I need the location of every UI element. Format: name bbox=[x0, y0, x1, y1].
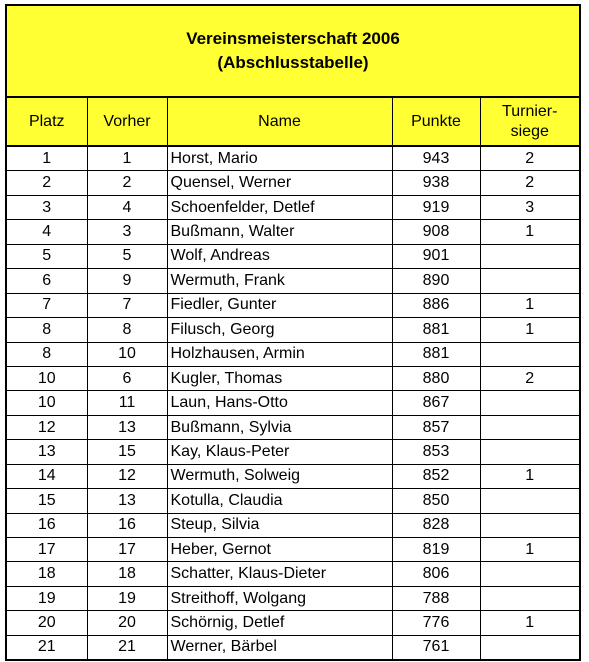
cell-vorher: 5 bbox=[87, 244, 167, 268]
cell-platz: 2 bbox=[7, 171, 87, 195]
cell-platz: 6 bbox=[7, 269, 87, 293]
cell-turniersiege: 1 bbox=[480, 464, 579, 488]
cell-vorher: 9 bbox=[87, 269, 167, 293]
cell-name: Werner, Bärbel bbox=[167, 635, 392, 659]
header-vorher: Vorher bbox=[87, 98, 167, 146]
cell-name: Heber, Gernot bbox=[167, 538, 392, 562]
cell-name: Fiedler, Gunter bbox=[167, 293, 392, 317]
table-row bbox=[7, 269, 579, 293]
table-row bbox=[7, 611, 579, 635]
cell-name: Schoenfelder, Detlef bbox=[167, 195, 392, 219]
cell-turniersiege bbox=[480, 513, 579, 537]
cell-vorher: 21 bbox=[87, 635, 167, 659]
cell-turniersiege: 3 bbox=[480, 195, 579, 219]
cell-punkte: 886 bbox=[392, 293, 480, 317]
table-row bbox=[7, 464, 579, 488]
cell-turniersiege: 1 bbox=[480, 611, 579, 635]
cell-name: Wolf, Andreas bbox=[167, 244, 392, 268]
cell-platz: 17 bbox=[7, 538, 87, 562]
cell-punkte: 852 bbox=[392, 464, 480, 488]
cell-name: Kotulla, Claudia bbox=[167, 489, 392, 513]
cell-punkte: 776 bbox=[392, 611, 480, 635]
cell-platz: 10 bbox=[7, 366, 87, 390]
cell-platz: 21 bbox=[7, 635, 87, 659]
table-row bbox=[7, 586, 579, 610]
cell-turniersiege bbox=[480, 635, 579, 659]
table-row bbox=[7, 342, 579, 366]
cell-name: Wermuth, Solweig bbox=[167, 464, 392, 488]
cell-name: Kugler, Thomas bbox=[167, 366, 392, 390]
cell-punkte: 938 bbox=[392, 171, 480, 195]
table-row bbox=[7, 244, 579, 268]
cell-turniersiege bbox=[480, 342, 579, 366]
cell-platz: 4 bbox=[7, 220, 87, 244]
header-punkte: Punkte bbox=[392, 98, 480, 146]
cell-punkte: 761 bbox=[392, 635, 480, 659]
cell-name: Streithoff, Wolgang bbox=[167, 586, 392, 610]
header-name: Name bbox=[167, 98, 392, 146]
table-row bbox=[7, 489, 579, 513]
cell-turniersiege bbox=[480, 244, 579, 268]
title-line-1: Vereinsmeisterschaft 2006 bbox=[186, 29, 400, 48]
cell-platz: 5 bbox=[7, 244, 87, 268]
table-row bbox=[7, 415, 579, 439]
cell-name: Laun, Hans-Otto bbox=[167, 391, 392, 415]
cell-punkte: 853 bbox=[392, 440, 480, 464]
cell-name: Steup, Silvia bbox=[167, 513, 392, 537]
table-row bbox=[7, 366, 579, 390]
cell-turniersiege: 2 bbox=[480, 366, 579, 390]
cell-name: Filusch, Georg bbox=[167, 318, 392, 342]
header-row bbox=[7, 98, 579, 146]
results-sheet bbox=[5, 4, 581, 661]
cell-platz: 18 bbox=[7, 562, 87, 586]
table-row bbox=[7, 220, 579, 244]
cell-turniersiege: 1 bbox=[480, 538, 579, 562]
table-row bbox=[7, 318, 579, 342]
cell-platz: 16 bbox=[7, 513, 87, 537]
cell-turniersiege: 1 bbox=[480, 293, 579, 317]
cell-platz: 15 bbox=[7, 489, 87, 513]
cell-punkte: 819 bbox=[392, 538, 480, 562]
cell-punkte: 890 bbox=[392, 269, 480, 293]
cell-punkte: 850 bbox=[392, 489, 480, 513]
table-row bbox=[7, 635, 579, 659]
cell-punkte: 806 bbox=[392, 562, 480, 586]
table-row bbox=[7, 195, 579, 219]
cell-vorher: 20 bbox=[87, 611, 167, 635]
cell-punkte: 788 bbox=[392, 586, 480, 610]
table-row bbox=[7, 293, 579, 317]
cell-vorher: 18 bbox=[87, 562, 167, 586]
cell-platz: 8 bbox=[7, 318, 87, 342]
table-row bbox=[7, 146, 579, 171]
table-row bbox=[7, 391, 579, 415]
cell-platz: 19 bbox=[7, 586, 87, 610]
cell-vorher: 13 bbox=[87, 415, 167, 439]
cell-turniersiege bbox=[480, 415, 579, 439]
cell-turniersiege bbox=[480, 489, 579, 513]
cell-vorher: 15 bbox=[87, 440, 167, 464]
cell-turniersiege: 2 bbox=[480, 146, 579, 171]
cell-platz: 12 bbox=[7, 415, 87, 439]
cell-punkte: 881 bbox=[392, 318, 480, 342]
cell-name: Schörnig, Detlef bbox=[167, 611, 392, 635]
cell-platz: 3 bbox=[7, 195, 87, 219]
table-row bbox=[7, 513, 579, 537]
cell-turniersiege bbox=[480, 391, 579, 415]
cell-vorher: 8 bbox=[87, 318, 167, 342]
title-box bbox=[7, 6, 579, 98]
cell-vorher: 13 bbox=[87, 489, 167, 513]
cell-turniersiege: 2 bbox=[480, 171, 579, 195]
cell-vorher: 16 bbox=[87, 513, 167, 537]
cell-punkte: 943 bbox=[392, 146, 480, 171]
cell-turniersiege bbox=[480, 269, 579, 293]
cell-vorher: 19 bbox=[87, 586, 167, 610]
cell-vorher: 12 bbox=[87, 464, 167, 488]
cell-vorher: 17 bbox=[87, 538, 167, 562]
cell-punkte: 908 bbox=[392, 220, 480, 244]
cell-vorher: 7 bbox=[87, 293, 167, 317]
cell-vorher: 11 bbox=[87, 391, 167, 415]
cell-punkte: 867 bbox=[392, 391, 480, 415]
cell-name: Wermuth, Frank bbox=[167, 269, 392, 293]
cell-turniersiege bbox=[480, 562, 579, 586]
header-turniersiege-line-2: siege bbox=[510, 122, 549, 140]
cell-turniersiege bbox=[480, 586, 579, 610]
cell-name: Kay, Klaus-Peter bbox=[167, 440, 392, 464]
table-row bbox=[7, 538, 579, 562]
cell-platz: 10 bbox=[7, 391, 87, 415]
table-row bbox=[7, 440, 579, 464]
header-turniersiege bbox=[480, 98, 579, 146]
cell-name: Holzhausen, Armin bbox=[167, 342, 392, 366]
cell-vorher: 2 bbox=[87, 171, 167, 195]
cell-punkte: 881 bbox=[392, 342, 480, 366]
header-platz: Platz bbox=[7, 98, 87, 146]
cell-vorher: 10 bbox=[87, 342, 167, 366]
results-table bbox=[7, 98, 579, 659]
cell-platz: 7 bbox=[7, 293, 87, 317]
table-body bbox=[7, 146, 579, 659]
cell-turniersiege: 1 bbox=[480, 318, 579, 342]
cell-punkte: 901 bbox=[392, 244, 480, 268]
cell-name: Schatter, Klaus-Dieter bbox=[167, 562, 392, 586]
cell-name: Horst, Mario bbox=[167, 146, 392, 171]
table-row bbox=[7, 171, 579, 195]
cell-vorher: 6 bbox=[87, 366, 167, 390]
cell-name: Bußmann, Sylvia bbox=[167, 415, 392, 439]
cell-platz: 8 bbox=[7, 342, 87, 366]
cell-punkte: 857 bbox=[392, 415, 480, 439]
cell-platz: 13 bbox=[7, 440, 87, 464]
title-line-2: (Abschlusstabelle) bbox=[217, 53, 369, 72]
header-turniersiege-line-1: Turnier- bbox=[502, 102, 558, 120]
cell-name: Bußmann, Walter bbox=[167, 220, 392, 244]
cell-name: Quensel, Werner bbox=[167, 171, 392, 195]
cell-punkte: 880 bbox=[392, 366, 480, 390]
cell-vorher: 1 bbox=[87, 146, 167, 171]
cell-punkte: 828 bbox=[392, 513, 480, 537]
cell-turniersiege bbox=[480, 440, 579, 464]
table-row bbox=[7, 562, 579, 586]
cell-vorher: 3 bbox=[87, 220, 167, 244]
cell-vorher: 4 bbox=[87, 195, 167, 219]
cell-turniersiege: 1 bbox=[480, 220, 579, 244]
cell-platz: 20 bbox=[7, 611, 87, 635]
cell-platz: 1 bbox=[7, 146, 87, 171]
cell-punkte: 919 bbox=[392, 195, 480, 219]
cell-platz: 14 bbox=[7, 464, 87, 488]
